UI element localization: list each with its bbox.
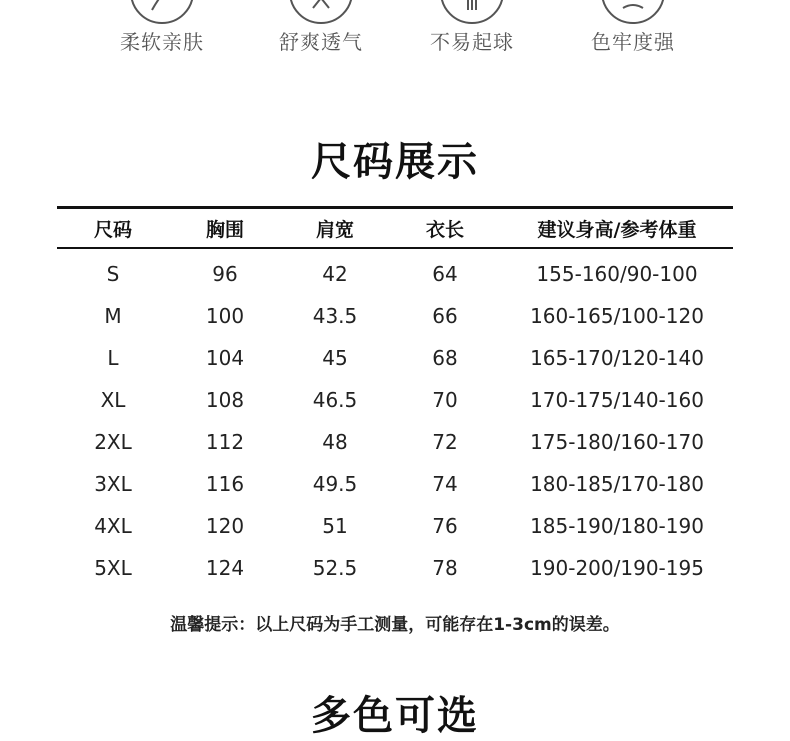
cell-length: 68 <box>432 346 458 370</box>
cell-recommendation: 165-170/120-140 <box>530 346 704 370</box>
feature-colorfast <box>553 0 713 55</box>
feature-anti-pilling <box>392 0 552 55</box>
table-row <box>57 379 733 421</box>
feature-row <box>0 0 790 60</box>
feature-soft <box>82 0 242 55</box>
cell-recommendation: 180-185/170-180 <box>530 472 704 496</box>
feature-label: 舒爽透气 <box>279 30 363 54</box>
cell-size: S <box>106 262 120 286</box>
cell-chest: 124 <box>205 556 245 580</box>
cell-shoulder: 48 <box>322 430 348 454</box>
cell-chest: 96 <box>212 262 238 286</box>
feature-label: 柔软亲肤 <box>120 30 204 54</box>
cell-shoulder: 52.5 <box>312 556 358 580</box>
cell-shoulder: 45 <box>322 346 348 370</box>
size-chart-table <box>57 206 733 589</box>
cell-chest: 108 <box>205 388 245 412</box>
measurement-note: 温馨提示：以上尺码为手工测量，可能存在1-3cm的误差。 <box>170 615 620 635</box>
table-row <box>57 337 733 379</box>
cell-recommendation: 185-190/180-190 <box>530 514 704 538</box>
cell-chest: 116 <box>205 472 245 496</box>
feather-icon <box>130 0 194 24</box>
next-section-title: 多色可选 <box>311 693 479 739</box>
cell-shoulder: 51 <box>322 514 348 538</box>
section-title: 尺码展示 <box>311 139 479 185</box>
cell-chest: 120 <box>205 514 245 538</box>
header-length: 衣长 <box>389 208 501 249</box>
cell-length: 70 <box>432 388 458 412</box>
cell-recommendation: 175-180/160-170 <box>530 430 704 454</box>
cell-chest: 112 <box>205 430 245 454</box>
colorfast-icon <box>601 0 665 24</box>
table-row <box>57 421 733 463</box>
cell-recommendation: 155-160/90-100 <box>536 262 698 286</box>
cell-length: 64 <box>432 262 458 286</box>
cell-size: 5XL <box>94 556 132 580</box>
cell-size: 2XL <box>94 430 132 454</box>
table-row <box>57 505 733 547</box>
cell-shoulder: 43.5 <box>312 304 358 328</box>
cell-chest: 104 <box>205 346 245 370</box>
table-row <box>57 248 733 295</box>
cell-size: 4XL <box>94 514 132 538</box>
cell-length: 76 <box>432 514 458 538</box>
feature-label: 不易起球 <box>430 30 514 54</box>
cell-length: 74 <box>432 472 458 496</box>
cell-size: L <box>107 346 119 370</box>
cell-size: 3XL <box>94 472 132 496</box>
header-size: 尺码 <box>57 208 169 249</box>
cell-shoulder: 42 <box>322 262 348 286</box>
feature-label: 色牢度强 <box>591 30 675 54</box>
anti-pilling-icon <box>440 0 504 24</box>
header-recommendation: 建议身高/参考体重 <box>501 208 733 249</box>
header-shoulder: 肩宽 <box>281 208 389 249</box>
table-row <box>57 547 733 589</box>
cell-recommendation: 160-165/100-120 <box>530 304 704 328</box>
cell-recommendation: 190-200/190-195 <box>530 556 704 580</box>
table-row <box>57 295 733 337</box>
table-row <box>57 463 733 505</box>
cell-size: XL <box>100 388 126 412</box>
breathable-icon <box>289 0 353 24</box>
cell-recommendation: 170-175/140-160 <box>530 388 704 412</box>
cell-length: 78 <box>432 556 458 580</box>
cell-length: 72 <box>432 430 458 454</box>
cell-length: 66 <box>432 304 458 328</box>
cell-chest: 100 <box>205 304 245 328</box>
feature-breathable <box>241 0 401 55</box>
cell-size: M <box>104 304 122 328</box>
cell-shoulder: 49.5 <box>312 472 358 496</box>
header-chest: 胸围 <box>169 208 281 249</box>
cell-shoulder: 46.5 <box>312 388 358 412</box>
table-header-row <box>57 208 733 249</box>
